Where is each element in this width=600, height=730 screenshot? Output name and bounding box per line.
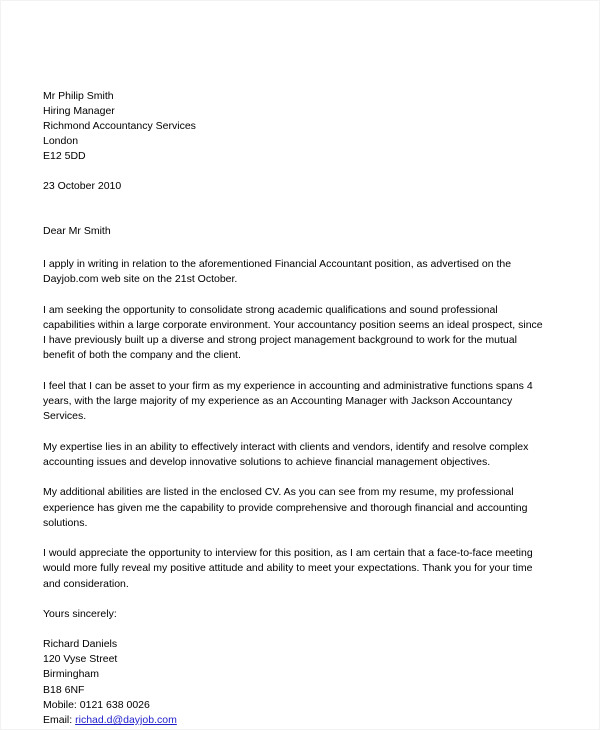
body-paragraph-1: I apply in writing in relation to the aforementioned Financial Accountant position, as advertised on the Dayjob.com web site on the 21st October. [43, 258, 512, 286]
body-paragraph-6: I would appreciate the opportunity to interview for this position, as I am certain that a face-to-face meeting would more fully reveal my positive attitude and ability to meet your expectations. Thank you for your time and consideration. [43, 547, 533, 590]
sender-email-line [43, 713, 546, 728]
body-paragraph-2: I am seeking the opportunity to consolidate strong academic qualifications and sound professional capabilities within a large corporate environment. Your accountancy position seems an ideal prospect, since I have previously built up a diverse and strong project management background to work for the mutual benefit of both the company and the client. [43, 303, 543, 362]
body-paragraph-5: My additional abilities are listed in the enclosed CV. As you can see from my resume, my professional experience has given me the capability to provide comprehensive and thorough financial and accounting solutions. [43, 486, 528, 529]
recipient-city: London [43, 135, 79, 147]
salutation-text: Dear Mr Smith [43, 225, 111, 237]
recipient-name: Mr Philip Smith [43, 90, 114, 102]
closing-text: Yours sincerely: [43, 608, 117, 621]
sender-city: Birmingham [43, 668, 100, 681]
sender-contact-block [43, 637, 546, 728]
closing-block [43, 607, 546, 622]
body-paragraph-3: I feel that I can be asset to your firm as my experience in accounting and administrative functions spans 4 years, with the large majority of my experience as an Accounting Manager with Jackson Accountancy Services. [43, 379, 533, 423]
letter-body [43, 89, 546, 728]
letter-date-block [43, 179, 546, 194]
recipient-postcode: E12 5DD [43, 150, 86, 162]
email-link[interactable]: richad.d@dayjob.com [75, 714, 177, 727]
letter-date: 23 October 2010 [43, 180, 122, 192]
email-label: Email: [43, 714, 73, 727]
sender-name: Richard Daniels [43, 638, 118, 651]
sender-mobile: Mobile: 0121 638 0026 [43, 698, 150, 711]
sender-street: 120 Vyse Street [43, 653, 118, 666]
recipient-company: Richmond Accountancy Services [43, 120, 196, 132]
sender-postcode: B18 6NF [43, 683, 85, 696]
body-paragraph-4: My expertise lies in an ability to effectively interact with clients and vendors, identify and resolve complex accounting issues and develop innovative solutions to achieve financial management objectives. [43, 440, 529, 468]
salutation-block [43, 224, 546, 239]
recipient-job-title: Hiring Manager [43, 105, 115, 117]
recipient-address-block [43, 89, 546, 164]
